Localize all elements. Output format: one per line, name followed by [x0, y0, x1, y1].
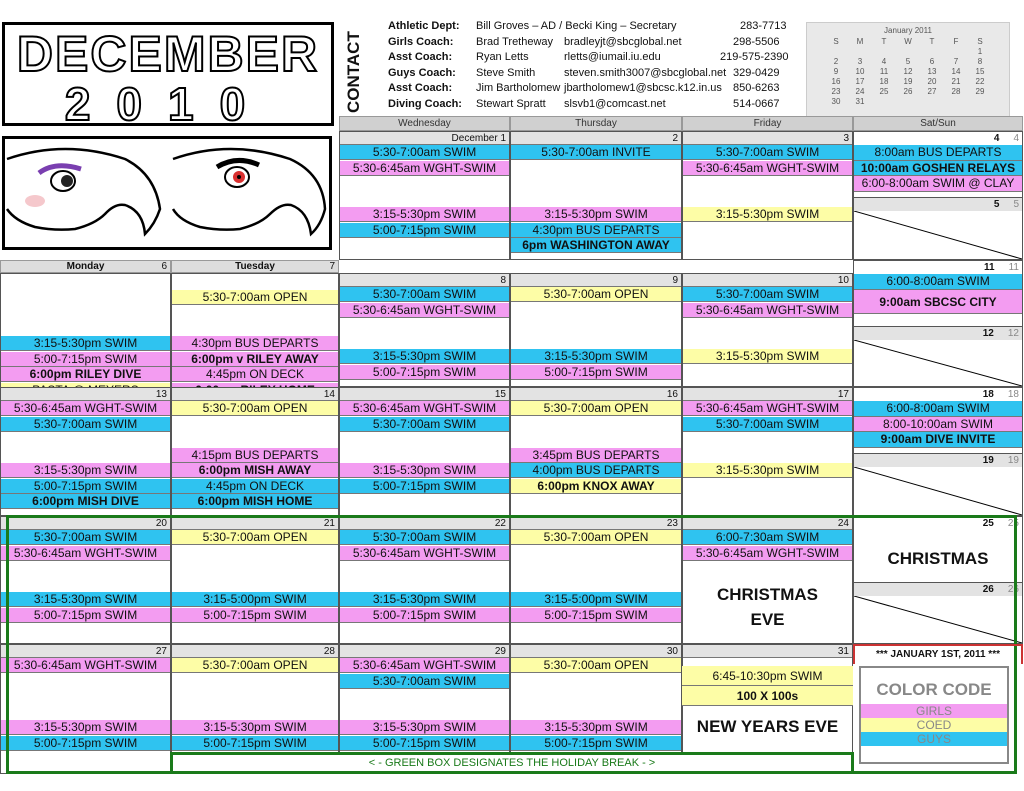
- weekend-cell[interactable]: [853, 387, 1023, 516]
- weekend-cell[interactable]: [853, 260, 1023, 387]
- contact-email: rletts@iumail.iu.edu: [564, 51, 661, 63]
- mini-calendar-dayname: M: [856, 37, 864, 46]
- mini-calendar-date: 16: [831, 77, 841, 86]
- holiday-note: < - GREEN BOX DESIGNATES THE HOLIDAY BREAK - >: [170, 752, 854, 774]
- day-cell-thu[interactable]: [510, 387, 682, 516]
- event-entry: 4:30pm BUS DEPARTS: [511, 223, 681, 238]
- event-entry: 3:15-5:30pm SWIM: [1, 336, 170, 351]
- event-entry: 6:00pm RILEY DIVE: [1, 367, 170, 382]
- event-entry: 3:15-5:30pm SWIM: [340, 207, 509, 222]
- day-number: 28: [172, 645, 338, 658]
- day-number-sunday: 26 26: [854, 583, 1022, 596]
- day-cell-fri[interactable]: [682, 131, 853, 260]
- event-entry: 5:00-7:15pm SWIM: [340, 223, 509, 238]
- event-entry: 10:00am GOSHEN RELAYS: [854, 161, 1022, 177]
- day-cell-thu[interactable]: [510, 131, 682, 260]
- day-number-sunday: 12 12: [854, 327, 1022, 340]
- day-number: 24: [683, 517, 852, 530]
- event-entry: 3:15-5:30pm SWIM: [340, 463, 509, 478]
- contact-email: steven.smith3007@sbcglobal.net: [564, 66, 727, 79]
- contact-name: Steve Smith: [476, 66, 536, 79]
- event-entry: 6:00-8:00am SWIM: [854, 274, 1022, 290]
- day-number: 30: [511, 645, 681, 658]
- event-entry: 5:30-7:00am OPEN: [172, 530, 338, 545]
- day-number: 20: [1, 517, 170, 530]
- mini-calendar-date: 24: [855, 87, 865, 96]
- event-entry: 6:00-7:30am SWIM: [683, 530, 852, 545]
- mini-calendar-date: 21: [951, 77, 961, 86]
- event-entry: 5:00-7:15pm SWIM: [1, 352, 170, 367]
- event-entry: 3:15-5:30pm SWIM: [683, 207, 852, 222]
- event-entry: 5:30-7:00am OPEN: [511, 658, 681, 673]
- contact-phone: 283-7713: [740, 20, 787, 32]
- holiday-label: CHRISTMAS: [716, 585, 819, 604]
- day-number: 2: [511, 132, 681, 145]
- header-satsun: Sat/Sun: [853, 116, 1023, 131]
- event-entry: 5:30-6:45am WGHT-SWIM: [1, 658, 170, 673]
- month-title: DECEMBER: [16, 26, 320, 82]
- event-entry: 6:00pm MISH DIVE: [1, 494, 170, 509]
- contact-role: Diving Coach:: [388, 97, 462, 110]
- january-first-note: *** JANUARY 1ST, 2011 ***: [853, 644, 1023, 664]
- no-practice-diagonal: [854, 340, 1022, 386]
- day-cell-tue[interactable]: [171, 273, 339, 387]
- header-friday: Friday: [682, 116, 853, 131]
- contact-phone: 514-0667: [733, 97, 780, 110]
- day-number-sunday: 5 5: [854, 198, 1022, 211]
- day-number: 9: [511, 274, 681, 287]
- sunday-cell[interactable]: [854, 453, 1022, 515]
- day-number: 31: [683, 645, 852, 658]
- event-entry: 5:30-7:00am SWIM: [683, 417, 852, 432]
- event-entry: 3:15-5:30pm SWIM: [340, 592, 509, 607]
- mini-calendar-date: 26: [903, 87, 913, 96]
- header-monday: Monday 6: [0, 260, 171, 273]
- event-entry: 9:00am SBCSC CITY: [854, 290, 1022, 314]
- event-entry: 5:30-6:45am WGHT-SWIM: [1, 401, 170, 416]
- event-entry: 3:15-5:30pm SWIM: [683, 463, 852, 478]
- day-number: 16: [511, 388, 681, 401]
- event-entry: 5:30-7:00am OPEN: [172, 290, 338, 305]
- mini-calendar-date: 11: [879, 67, 889, 76]
- contact-role: Guys Coach:: [388, 66, 456, 79]
- event-entry: 3:15-5:30pm SWIM: [1, 720, 170, 735]
- mini-calendar-date: 7: [953, 57, 959, 66]
- mini-calendar-date: 29: [975, 87, 985, 96]
- weekend-cell[interactable]: [853, 131, 1023, 260]
- event-entry: 5:30-7:00am OPEN: [172, 658, 338, 673]
- mini-calendar-date: 1: [977, 47, 983, 56]
- legend-coed: COED: [861, 718, 1007, 732]
- day-number: 13: [1, 388, 170, 401]
- event-entry: 3:15-5:30pm SWIM: [1, 463, 170, 478]
- holiday-label: NEW YEARS EVE: [696, 717, 839, 736]
- event-entry: 4:15pm BUS DEPARTS: [172, 448, 338, 463]
- event-entry: 6:45-10:30pm SWIM: [682, 666, 853, 686]
- contact-phone: 298-5506: [733, 35, 780, 48]
- day-number-saturday: 11 11: [854, 261, 1022, 274]
- event-entry: 6:00pm KNOX AWAY: [511, 479, 681, 494]
- event-entry: 5:30-6:45am WGHT-SWIM: [340, 546, 509, 561]
- mini-calendar-date: 8: [977, 57, 983, 66]
- event-entry: 5:30-6:45am WGHT-SWIM: [683, 546, 852, 561]
- event-entry: 5:00-7:15pm SWIM: [172, 736, 338, 751]
- mini-calendar-date: 5: [905, 57, 911, 66]
- event-entry: 5:30-6:45am WGHT-SWIM: [340, 401, 509, 416]
- event-entry: 3:45pm BUS DEPARTS: [511, 448, 681, 463]
- sunday-cell[interactable]: [854, 197, 1022, 259]
- event-entry: 6:00pm MISH AWAY: [172, 463, 338, 478]
- day-cell-tue[interactable]: [171, 387, 339, 516]
- event-entry: 9:00am DIVE INVITE: [854, 432, 1022, 448]
- event-entry: 5:30-6:45am WGHT-SWIM: [340, 658, 509, 673]
- color-code-legend: [859, 666, 1009, 764]
- holiday-label: EVE: [750, 610, 785, 629]
- day-number: 14: [172, 388, 338, 401]
- header-thursday: Thursday: [510, 116, 682, 131]
- mini-calendar-title: January 2011: [884, 26, 932, 35]
- contact-role: Asst Coach:: [388, 82, 453, 94]
- legend-guys: GUYS: [861, 732, 1007, 746]
- event-entry: 5:30-6:45am WGHT-SWIM: [683, 161, 852, 176]
- mini-calendar-dayname: T: [929, 37, 935, 46]
- header-tuesday: Tuesday 7: [171, 260, 339, 273]
- mini-calendar-date: 3: [857, 57, 863, 66]
- contact-email: bradleyjt@sbcglobal.net: [564, 35, 682, 48]
- event-entry: 5:30-7:00am SWIM: [1, 417, 170, 432]
- mini-calendar-date: 23: [831, 87, 841, 96]
- event-entry: 5:00-7:15pm SWIM: [172, 608, 338, 623]
- day-number: 15: [340, 388, 509, 401]
- mini-calendar-date: 28: [951, 87, 961, 96]
- event-entry: 5:30-7:00am OPEN: [511, 530, 681, 545]
- event-entry: 6:00-8:00am SWIM @ CLAY: [854, 176, 1022, 192]
- mini-calendar-date: 30: [831, 97, 841, 106]
- event-entry: 3:15-5:30pm SWIM: [511, 349, 681, 364]
- contact-role: Asst Coach:: [388, 51, 453, 63]
- event-entry: 5:30-7:00am SWIM: [1, 530, 170, 545]
- event-entry: 5:30-7:00am OPEN: [511, 401, 681, 416]
- event-entry: 6:00-8:00am SWIM: [854, 401, 1022, 417]
- contact-phone: 329-0429: [733, 66, 780, 79]
- contact-name: Stewart Spratt: [476, 97, 546, 110]
- event-entry: 5:30-6:45am WGHT-SWIM: [683, 401, 852, 416]
- event-entry: 6pm WASHINGTON AWAY: [511, 238, 681, 253]
- mini-calendar-dayname: W: [904, 37, 912, 46]
- mini-calendar-date: 31: [855, 97, 865, 106]
- mini-calendar-dayname: T: [881, 37, 887, 46]
- legend-girls: GIRLS: [861, 704, 1007, 718]
- no-practice-diagonal: [854, 467, 1022, 515]
- contact-name: Jim Bartholomew: [476, 82, 561, 94]
- contact-name: Ryan Letts: [476, 51, 529, 63]
- contact-phone: 850-6263: [733, 82, 780, 94]
- event-entry: 5:00-7:15pm SWIM: [511, 365, 681, 380]
- mini-calendar-date: 12: [903, 67, 913, 76]
- event-entry: 5:30-7:00am SWIM: [683, 145, 852, 160]
- day-number: December 1: [340, 132, 509, 145]
- mini-calendar-date: 2: [833, 57, 839, 66]
- event-entry: 5:00-7:15pm SWIM: [1, 479, 170, 494]
- holiday-label: CHRISTMAS: [887, 549, 989, 568]
- event-entry: 5:30-6:45am WGHT-SWIM: [340, 161, 509, 176]
- event-entry: 5:30-7:00am OPEN: [172, 401, 338, 416]
- contact-email: jbartholomew1@sbcsc.k12.in.us: [564, 82, 722, 94]
- event-entry: 3:15-5:30pm SWIM: [172, 720, 338, 735]
- day-number: 23: [511, 517, 681, 530]
- event-entry: 5:00-7:15pm SWIM: [340, 608, 509, 623]
- event-entry: 3:15-5:00pm SWIM: [511, 592, 681, 607]
- event-entry: 3:15-5:00pm SWIM: [172, 592, 338, 607]
- event-entry: 3:15-5:30pm SWIM: [683, 349, 852, 364]
- mini-calendar-date: 27: [927, 87, 937, 96]
- mini-calendar-date: 9: [833, 67, 839, 76]
- contact-name: Brad Tretheway: [476, 35, 554, 48]
- no-practice-diagonal: [854, 211, 1022, 259]
- contact-name: Bill Groves – AD / Becki King – Secretary: [476, 20, 677, 32]
- event-entry: 8:00-10:00am SWIM: [854, 417, 1022, 433]
- mini-calendar-date: 6: [929, 57, 935, 66]
- event-entry: 6:00pm MISH HOME: [172, 494, 338, 509]
- event-entry: 5:30-7:00am SWIM: [340, 145, 509, 160]
- event-entry: 4:30pm BUS DEPARTS: [172, 336, 338, 351]
- event-entry: 5:30-7:00am INVITE: [511, 145, 681, 160]
- mini-calendar-date: 15: [975, 67, 985, 76]
- contact-role: Girls Coach:: [388, 35, 454, 48]
- contact-email: slsvb1@comcast.net: [564, 97, 666, 110]
- day-number-sunday: 19 19: [854, 454, 1022, 467]
- mini-calendar-date: 22: [975, 77, 985, 86]
- day-number: 21: [172, 517, 338, 530]
- contact-role: Athletic Dept:: [388, 20, 460, 32]
- day-cell-fri[interactable]: [682, 387, 853, 516]
- event-entry: 3:15-5:30pm SWIM: [511, 720, 681, 735]
- event-entry: 3:15-5:30pm SWIM: [511, 207, 681, 222]
- event-entry: 4:00pm BUS DEPARTS: [511, 463, 681, 478]
- day-cell-wed[interactable]: [339, 387, 510, 516]
- event-entry: 5:00-7:15pm SWIM: [340, 365, 509, 380]
- day-number: 22: [340, 517, 509, 530]
- day-number: 27: [1, 645, 170, 658]
- event-entry: 5:00-7:15pm SWIM: [1, 736, 170, 751]
- event-entry: 5:30-6:45am WGHT-SWIM: [1, 546, 170, 561]
- event-entry: 5:30-7:00am SWIM: [683, 287, 852, 302]
- header-wednesday: Wednesday: [339, 116, 510, 131]
- day-cell-mon[interactable]: [0, 273, 171, 387]
- legend-title: COLOR CODE: [876, 680, 992, 699]
- event-entry: 5:00-7:15pm SWIM: [340, 479, 509, 494]
- event-entry: 100 X 100s: [682, 686, 853, 706]
- day-number: 10: [683, 274, 852, 287]
- day-number: 17: [683, 388, 852, 401]
- mini-calendar-date: 17: [855, 77, 865, 86]
- day-number-saturday: 18 18: [854, 388, 1022, 401]
- event-entry: 6:00pm v RILEY AWAY: [172, 352, 338, 367]
- mini-calendar-date: 18: [879, 77, 889, 86]
- day-cell-fri[interactable]: [682, 273, 853, 387]
- event-entry: 4:45pm ON DECK: [172, 367, 338, 382]
- event-entry: 5:30-7:00am SWIM: [340, 287, 509, 302]
- mini-calendar-date: 19: [903, 77, 913, 86]
- event-entry: 5:30-7:00am OPEN: [511, 287, 681, 302]
- event-entry: 5:30-7:00am SWIM: [340, 417, 509, 432]
- mini-calendar-date: 4: [881, 57, 887, 66]
- day-number: 3: [683, 132, 852, 145]
- event-entry: 5:00-7:15pm SWIM: [511, 608, 681, 623]
- day-number: 8: [340, 274, 509, 287]
- event-entry: 5:30-6:45am WGHT-SWIM: [340, 303, 509, 318]
- event-entry: 4:45pm ON DECK: [172, 479, 338, 494]
- mini-calendar-date: 13: [927, 67, 937, 76]
- event-entry: 5:00-7:15pm SWIM: [340, 736, 509, 751]
- event-entry: 8:00am BUS DEPARTS: [854, 145, 1022, 161]
- mini-calendar-date: 20: [927, 77, 937, 86]
- event-entry: 5:00-7:15pm SWIM: [1, 608, 170, 623]
- event-entry: 5:30-7:00am SWIM: [340, 674, 509, 689]
- day-number: 29: [340, 645, 509, 658]
- event-entry: 5:30-6:45am WGHT-SWIM: [683, 303, 852, 318]
- mini-calendar-date: 14: [951, 67, 961, 76]
- mini-calendar-dayname: F: [953, 37, 959, 46]
- mini-calendar-dayname: S: [977, 37, 983, 46]
- contact-phone: 219-575-2390: [720, 51, 789, 63]
- event-entry: 3:15-5:30pm SWIM: [340, 720, 509, 735]
- day-number-saturday: 4 4: [854, 132, 1022, 145]
- contact-label: CONTACT: [344, 31, 363, 113]
- event-entry: 5:30-7:00am SWIM: [340, 530, 509, 545]
- day-number-saturday: 25 25: [854, 517, 1022, 530]
- event-entry: 3:15-5:30pm SWIM: [1, 592, 170, 607]
- sunday-cell[interactable]: [854, 326, 1022, 386]
- mini-calendar-dayname: S: [833, 37, 839, 46]
- day-cell-wed[interactable]: [339, 131, 510, 260]
- day-cell-mon[interactable]: [0, 387, 171, 516]
- event-entry: 5:00-7:15pm SWIM: [511, 736, 681, 751]
- year-title: 2010: [64, 78, 272, 130]
- event-entry: 3:15-5:30pm SWIM: [340, 349, 509, 364]
- day-cell-thu[interactable]: [510, 273, 682, 387]
- mini-calendar-date: 10: [855, 67, 865, 76]
- day-cell-wed[interactable]: [339, 273, 510, 387]
- mini-calendar-date: 25: [879, 87, 889, 96]
